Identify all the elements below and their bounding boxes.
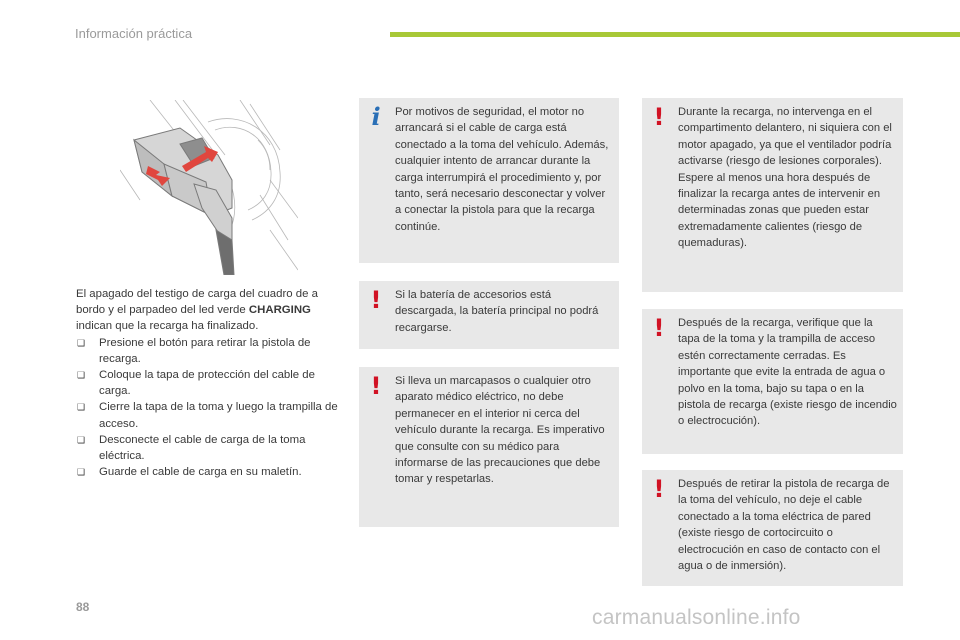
procedure-step: ❑ Coloque la tapa de protección del cable de carga.: [77, 369, 315, 398]
step-checkbox-icon: ❑: [77, 467, 86, 478]
charging-indicator-label: CHARGING: [248, 304, 311, 317]
procedure-step: ❑ Guarde el cable de carga en su maletín.: [76, 464, 341, 480]
warning-icon: !: [653, 314, 665, 342]
warning-note-text: Si la batería de accesorios está descargada, la batería principal no podrá recargarse.: [395, 289, 599, 334]
warning-note-battery: [359, 281, 619, 349]
warning-icon: !: [370, 372, 382, 400]
step-checkbox-icon: ❑: [77, 402, 86, 413]
warning-note-front-compartment: [642, 98, 903, 292]
step-checkbox-icon: ❑: [77, 370, 86, 381]
info-icon: i: [371, 102, 381, 131]
warning-icon: !: [653, 475, 665, 503]
charging-end-instructions: [76, 286, 341, 480]
warning-icon: !: [370, 286, 382, 314]
procedure-steps: [76, 335, 341, 481]
step-checkbox-icon: ❑: [77, 434, 86, 445]
info-note-safety: [359, 98, 619, 263]
warning-icon: !: [653, 103, 665, 131]
warning-note-text: Después de retirar la pistola de recarga de la toma del vehículo, no deje el cable conectado a la toma eléctrica de pared (existe riesgo de cortocircuito o electrocución en caso de contacto con el agua o de inmersión).: [678, 478, 890, 573]
charging-gun-illustration: [120, 100, 298, 275]
page-number: 88: [76, 600, 90, 614]
section-accent-bar: [390, 32, 960, 37]
procedure-step: ❑ Desconecte el cable de carga de la toma eléctrica.: [77, 433, 306, 463]
warning-note-text: Durante la recarga, no intervenga en el compartimento delantero, ni siquiera con el motor apagado, ya que el ventilador podría activarse (riesgo de lesiones corporales). Espere al menos una hora después de finalizar la recarga antes de intervenir en determinadas zonas que pueden estar extremadamente calientes (riesgo de quemaduras).: [678, 106, 892, 250]
section-title: Información práctica: [75, 26, 193, 41]
procedure-step: ❑ Presione el botón para retirar la pistola de recarga.: [77, 336, 311, 365]
step-checkbox-icon: ❑: [77, 337, 86, 348]
warning-note-text: Después de la recarga, verifique que la tapa de la toma y la trampilla de acceso estén correctamente cerradas. Es importante que evite la entrada de agua o polvo en la toma, bajo su tapa o en la pistola de recarga (existe riesgo de incendio o electrocución).: [678, 317, 897, 428]
info-note-text: Por motivos de seguridad, el motor no arrancará si el cable de carga está conectado a la toma del vehículo. Además, cualquier intento de arrancar durante la carga interrumpirá el procedimiento y, por tanto, será necesario desconectar y volver a conectar la pistola para que la recarga continúe.: [395, 106, 609, 233]
warning-note-pacemaker: [359, 367, 619, 527]
procedure-step: ❑ Cierre la tapa de la toma y luego la trampilla de acceso.: [77, 401, 338, 430]
watermark: carmanualsonline.info: [592, 606, 801, 629]
charging-end-intro: El apagado del testigo de carga del cuadro de a bordo y el parpadeo del led verde CHARGING indican que la recarga ha finalizado.: [76, 288, 318, 333]
warning-note-text: Si lleva un marcapasos o cualquier otro aparato médico eléctrico, no debe permanecer en el interior ni cerca del vehículo durante la recarga. Es imperativo que consulte con su médico para informarse de las precauciones que debe tomar y respetarlas.: [395, 375, 605, 486]
warning-note-flap: [642, 309, 903, 454]
warning-note-cable: [642, 470, 903, 586]
